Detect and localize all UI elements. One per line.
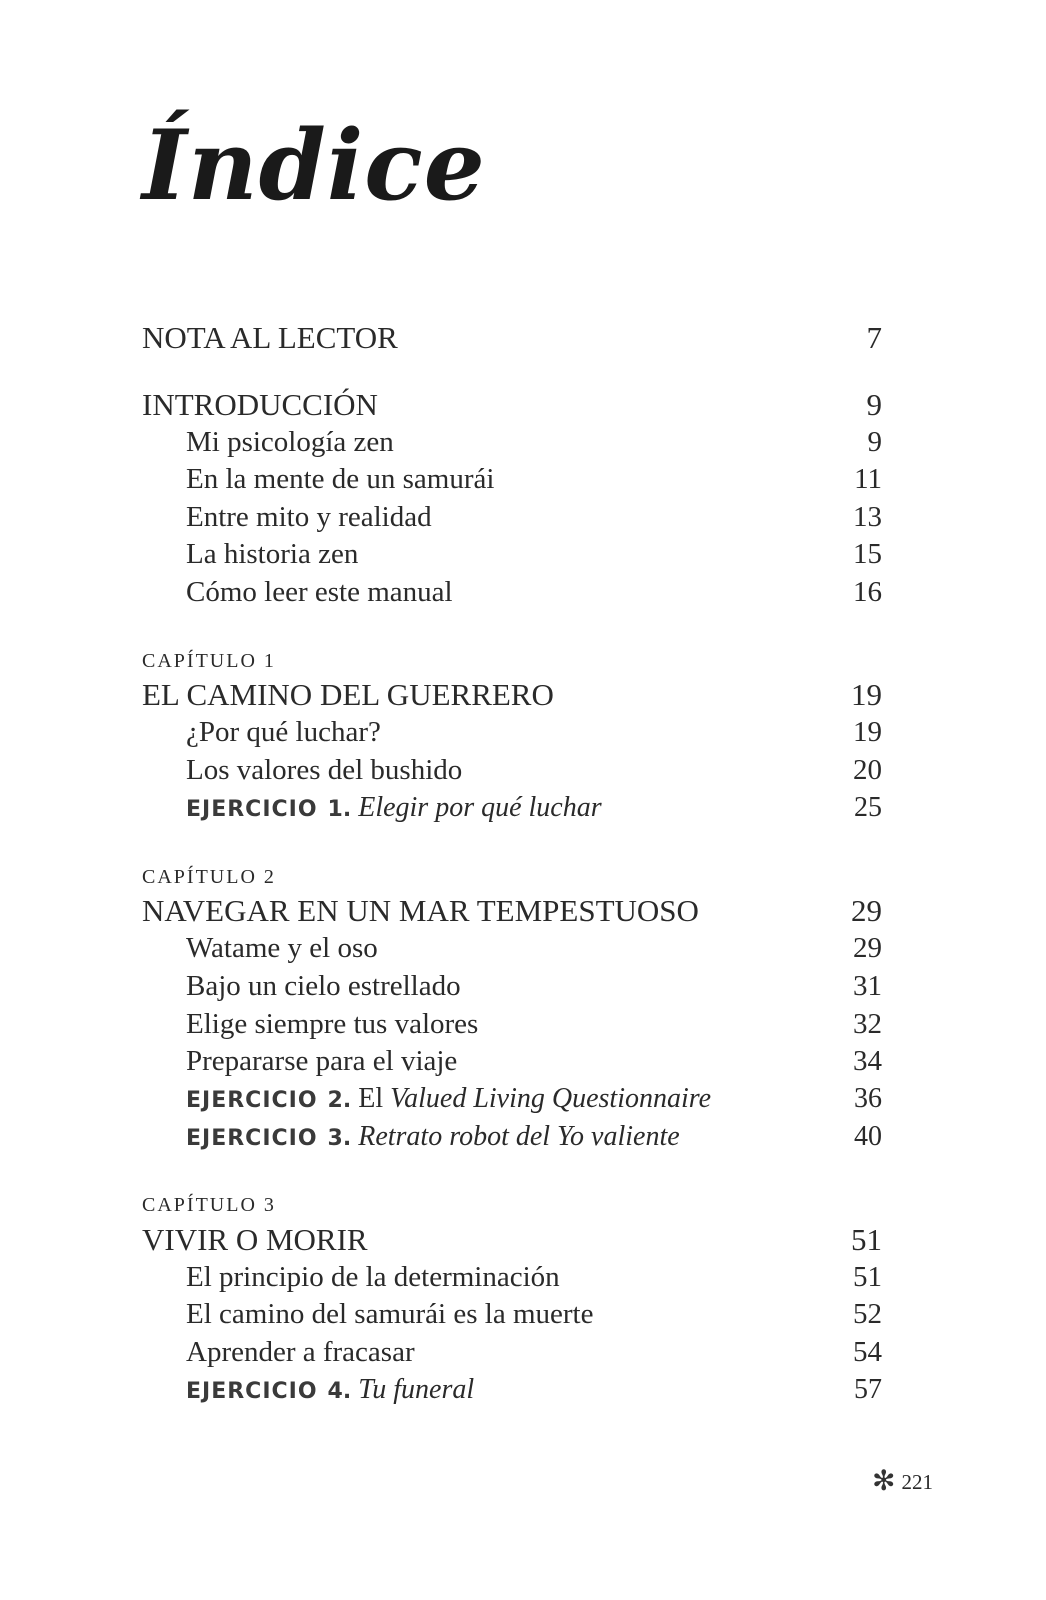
entry-page-number: 25 [854, 792, 882, 823]
toc-subsection-entry[interactable] [142, 970, 882, 1010]
exercise-name: Tu funeral [358, 1374, 475, 1405]
toc-section-entry[interactable] [142, 893, 882, 933]
entry-page-number: 15 [853, 538, 882, 570]
toc-subsection-entry[interactable] [142, 1298, 882, 1338]
toc-subsection-entry[interactable] [142, 754, 882, 794]
entry-label: La historia zen [186, 538, 359, 570]
entry-label: El camino del samurái es la muerte [186, 1298, 594, 1330]
entry-page-number: 51 [853, 1261, 882, 1293]
entry-page-number: 16 [853, 576, 882, 608]
entry-label: EL CAMINO DEL GUERRERO [142, 677, 554, 712]
page-title: Índice [142, 109, 486, 222]
entry-page-number: 57 [854, 1374, 882, 1405]
toc-subsection-entry[interactable] [142, 932, 882, 972]
exercise-name: Elegir por qué luchar [358, 792, 602, 823]
exercise-tag: EJERCICIO [186, 797, 318, 822]
exercise-tag: EJERCICIO [186, 1379, 318, 1404]
exercise-tag: EJERCICIO [186, 1126, 318, 1151]
entry-label: Aprender a fracasar [186, 1336, 415, 1368]
entry-page-number: 51 [851, 1222, 882, 1257]
entry-page-number: 31 [853, 970, 882, 1002]
entry-label: En la mente de un samurái [186, 463, 495, 495]
exercise-title [186, 1374, 474, 1406]
entry-label: Entre mito y realidad [186, 501, 432, 533]
entry-label: VIVIR O MORIR [142, 1222, 368, 1257]
entry-page-number: 13 [853, 501, 882, 533]
entry-page-number: 40 [854, 1121, 882, 1152]
exercise-tag: EJERCICIO [186, 1088, 318, 1113]
page-number: 221 [901, 1469, 933, 1494]
entry-label: NOTA AL LECTOR [142, 320, 398, 355]
entry-label: CAPÍTULO 2 [142, 866, 276, 888]
asterisk-flower-icon: ✻ [872, 1466, 896, 1497]
exercise-number: 3. [327, 1126, 352, 1151]
entry-page-number: 11 [854, 463, 882, 495]
toc-subsection-entry[interactable] [142, 1261, 882, 1301]
entry-label: INTRODUCCIÓN [142, 387, 378, 422]
entry-page-number: 9 [866, 387, 882, 422]
exercise-number: 4. [327, 1379, 352, 1404]
toc-subsection-entry[interactable] [142, 1336, 882, 1376]
toc-section-entry[interactable] [142, 1222, 882, 1262]
entry-page-number: 54 [853, 1336, 882, 1368]
entry-label: ¿Por qué luchar? [186, 716, 381, 748]
exercise-title [186, 1083, 711, 1115]
toc-section-entry[interactable] [142, 320, 882, 360]
toc-subsection-entry[interactable] [142, 1045, 882, 1085]
entry-label: Watame y el oso [186, 932, 378, 964]
entry-label: CAPÍTULO 1 [142, 650, 276, 672]
exercise-name: Retrato robot del Yo valiente [358, 1121, 680, 1152]
entry-page-number: 19 [853, 716, 882, 748]
entry-label: Los valores del bushido [186, 754, 463, 786]
entry-page-number: 32 [853, 1008, 882, 1040]
entry-page-number: 29 [851, 893, 882, 928]
entry-page-number: 52 [853, 1298, 882, 1330]
exercise-title [186, 1121, 680, 1153]
entry-page-number: 34 [853, 1045, 882, 1077]
entry-page-number: 7 [866, 320, 882, 355]
toc-section-entry[interactable] [142, 387, 882, 427]
entry-page-number: 9 [867, 426, 882, 458]
exercise-title [186, 792, 602, 824]
toc-exercise-entry[interactable] [142, 1083, 882, 1123]
exercise-prefix: El [358, 1083, 391, 1114]
toc-subsection-entry[interactable] [142, 538, 882, 578]
toc-subsection-entry[interactable] [142, 463, 882, 503]
entry-label: Mi psicología zen [186, 426, 394, 458]
entry-label: Bajo un cielo estrellado [186, 970, 461, 1002]
exercise-name: Valued Living Questionnaire [390, 1083, 712, 1114]
toc-subsection-entry[interactable] [142, 426, 882, 466]
entry-page-number: 19 [851, 677, 882, 712]
entry-label: CAPÍTULO 3 [142, 1194, 276, 1216]
toc-subsection-entry[interactable] [142, 576, 882, 616]
entry-label: NAVEGAR EN UN MAR TEMPESTUOSO [142, 893, 699, 928]
toc-exercise-entry[interactable] [142, 1374, 882, 1414]
toc-subsection-entry[interactable] [142, 501, 882, 541]
toc-section-entry[interactable] [142, 677, 882, 717]
toc-subsection-entry[interactable] [142, 1008, 882, 1048]
exercise-number: 2. [327, 1088, 352, 1113]
entry-label: Elige siempre tus valores [186, 1008, 479, 1040]
entry-page-number: 36 [854, 1083, 882, 1114]
toc-subsection-entry[interactable] [142, 716, 882, 756]
entry-page-number: 20 [853, 754, 882, 786]
toc-exercise-entry[interactable] [142, 792, 882, 832]
page-folio [872, 1468, 933, 1496]
entry-page-number: 29 [853, 932, 882, 964]
entry-label: Cómo leer este manual [186, 576, 453, 608]
entry-label: El principio de la determinación [186, 1261, 560, 1293]
exercise-number: 1. [327, 797, 352, 822]
entry-label: Prepararse para el viaje [186, 1045, 458, 1077]
toc-exercise-entry[interactable] [142, 1121, 882, 1161]
